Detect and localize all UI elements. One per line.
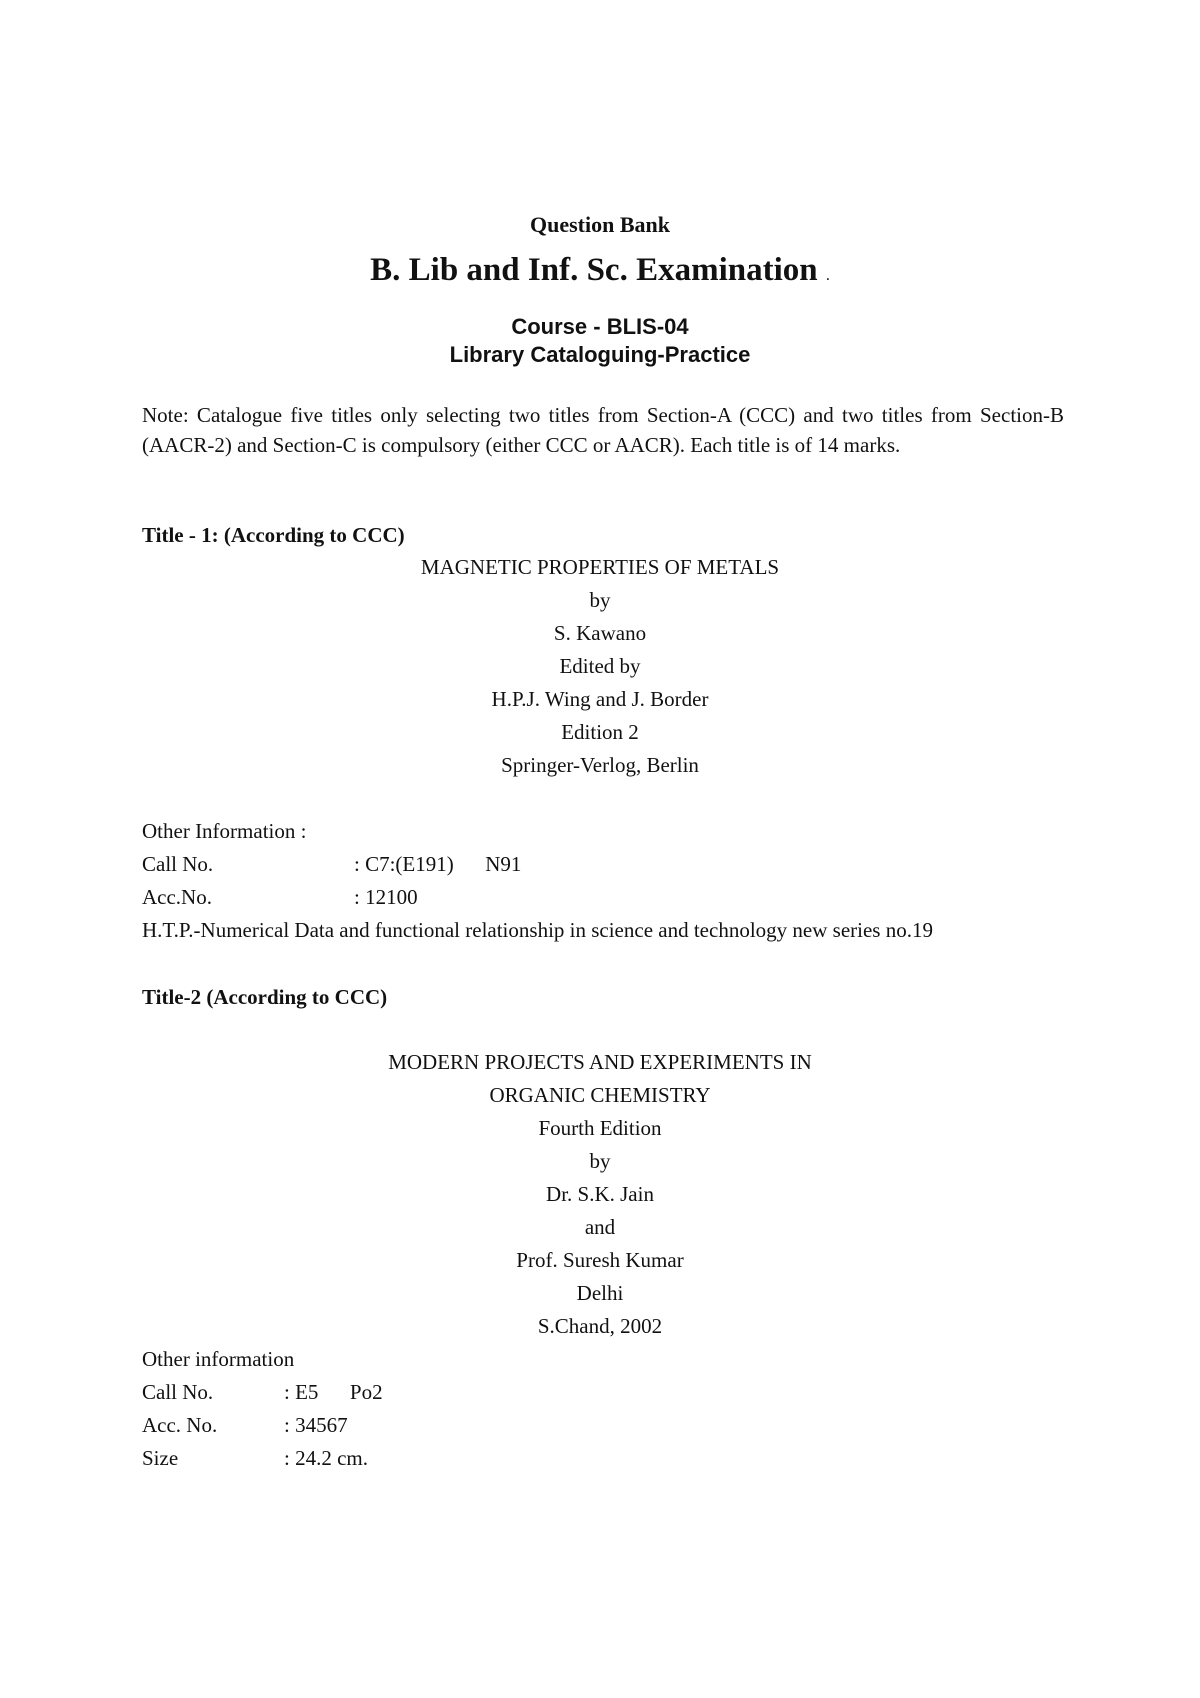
title2-size-label: Size xyxy=(142,1446,179,1470)
title2-line: S.Chand, 2002 xyxy=(537,1314,663,1338)
title1-line: Edition 2 xyxy=(561,720,639,744)
title2-other-info-label: Other information xyxy=(142,1347,295,1371)
title1-heading: Title - 1: (According to CCC) xyxy=(142,523,405,547)
course-subject: Library Cataloguing-Practice xyxy=(449,342,751,367)
title2-line: by xyxy=(589,1149,611,1173)
title2-line: and xyxy=(584,1215,616,1239)
title1-series: H.T.P.-Numerical Data and functional relationship in science and technology new series no.19 xyxy=(142,918,933,942)
title1-other-info-label: Other Information : xyxy=(142,819,307,843)
title1-call-no-label: Call No. xyxy=(142,852,214,876)
title2-call-no-label: Call No. xyxy=(142,1380,214,1404)
exam-title xyxy=(0,252,1200,289)
exam-title-dot: . xyxy=(825,267,830,284)
exam-note: Note: Catalogue five titles only selecting two titles from Section-A (CCC) and two titles from Section-B (AACR-2) and Section-C is compulsory (either CCC or AACR). Each title is of 14 marks. xyxy=(142,403,1064,457)
title2-size-value: : 24.2 cm. xyxy=(284,1446,368,1470)
title1-call-no-value: : C7:(E191) N91 xyxy=(354,852,522,876)
title1-line: Edited by xyxy=(559,654,641,678)
title2-line: MODERN PROJECTS AND EXPERIMENTS IN xyxy=(388,1050,812,1074)
title2-acc-no-label: Acc. No. xyxy=(142,1413,218,1437)
title1-acc-no-value: : 12100 xyxy=(354,885,418,909)
title1-line: H.P.J. Wing and J. Border xyxy=(491,687,709,711)
title1-line: by xyxy=(589,588,611,612)
question-bank-label: Question Bank xyxy=(530,212,670,237)
course-code: Course - BLIS-04 xyxy=(511,314,689,339)
title1-line: S. Kawano xyxy=(553,621,647,645)
exam-title-text: B. Lib and Inf. Sc. Examination xyxy=(370,252,818,288)
title2-heading: Title-2 (According to CCC) xyxy=(142,985,388,1009)
title1-line: MAGNETIC PROPERTIES OF METALS xyxy=(420,555,780,579)
title2-line: Fourth Edition xyxy=(538,1116,662,1140)
title2-line: Delhi xyxy=(576,1281,624,1305)
title2-line: Dr. S.K. Jain xyxy=(546,1182,654,1206)
title2-line: Prof. Suresh Kumar xyxy=(516,1248,684,1272)
title1-line: Springer-Verlog, Berlin xyxy=(501,753,699,777)
title2-call-no-value: : E5 Po2 xyxy=(284,1380,383,1404)
title2-acc-no-value: : 34567 xyxy=(284,1413,348,1437)
title1-acc-no-label: Acc.No. xyxy=(142,885,212,909)
title2-line: ORGANIC CHEMISTRY xyxy=(489,1083,711,1107)
